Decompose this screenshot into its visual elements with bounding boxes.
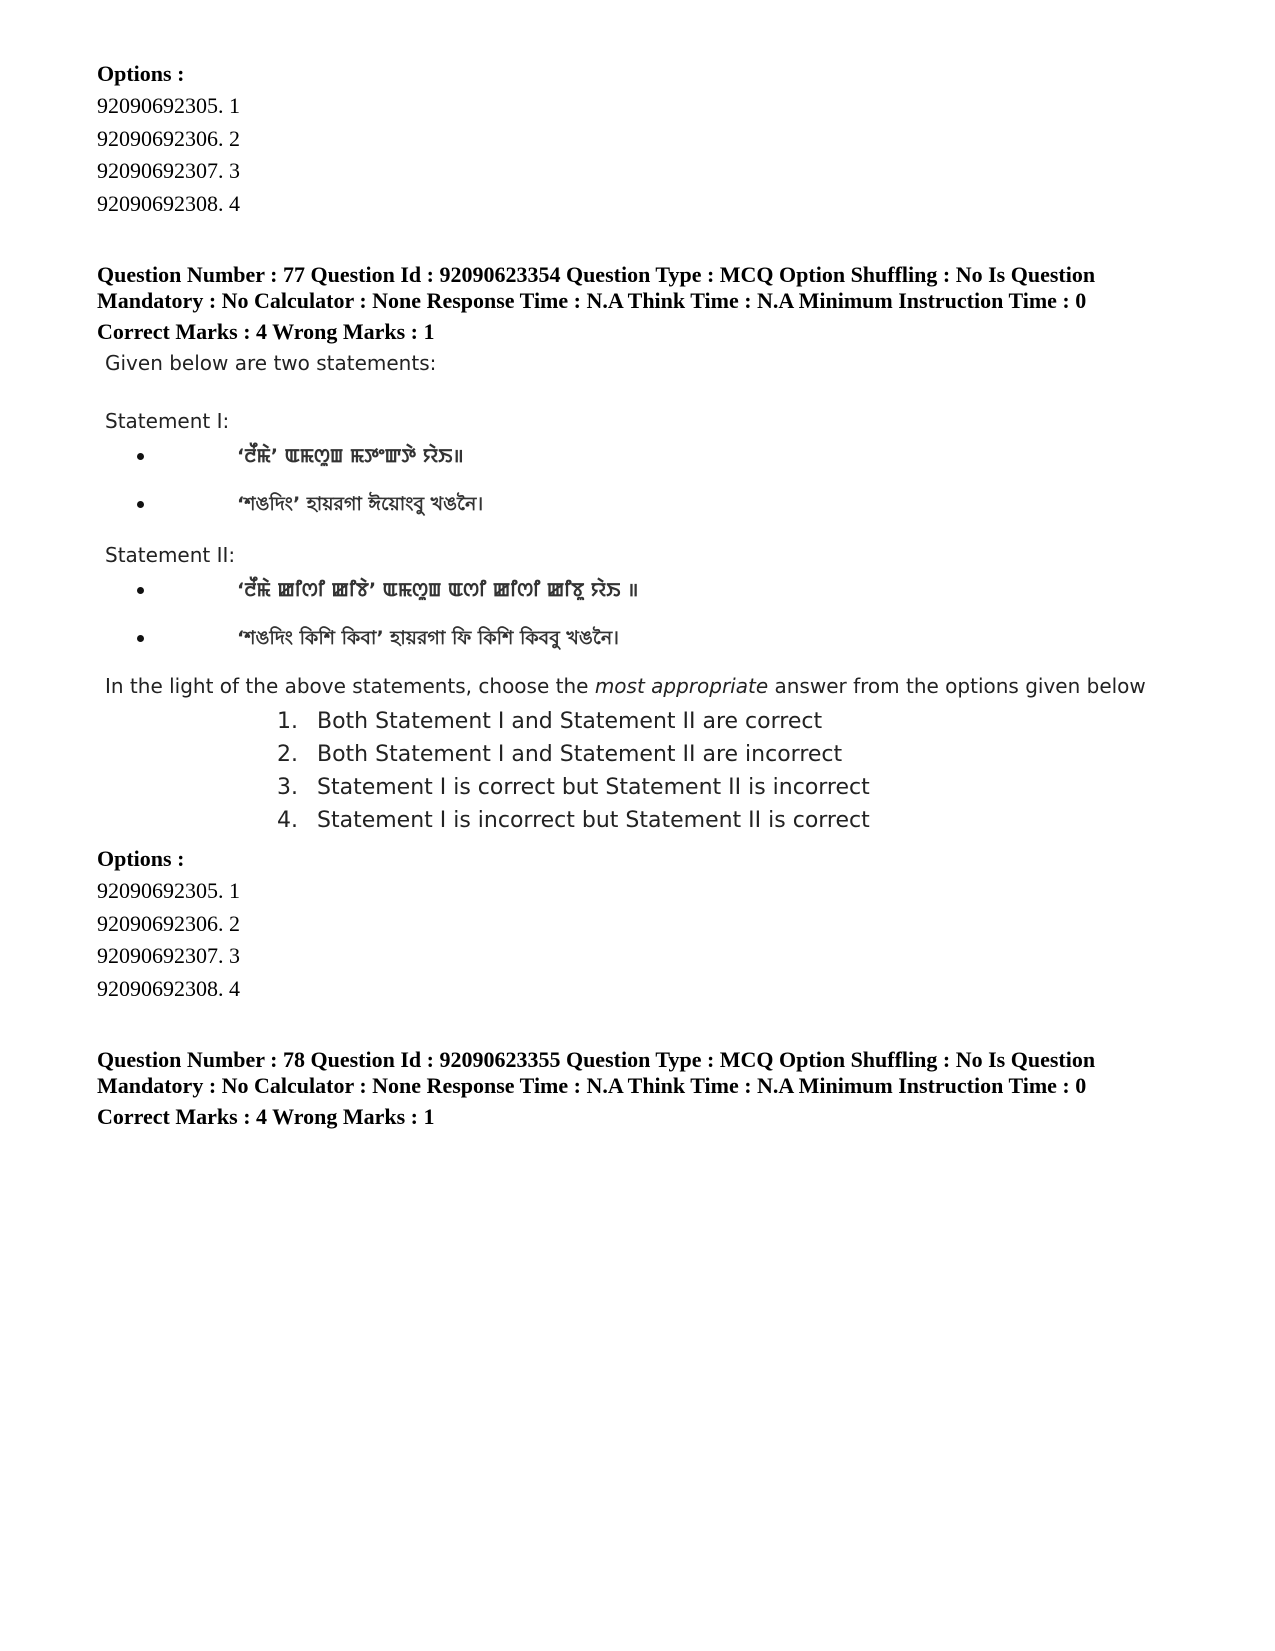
option-line: 92090692308. 4 xyxy=(97,975,240,1001)
options-title: Options : xyxy=(97,61,185,86)
options-title: Options : xyxy=(97,846,185,871)
question-header xyxy=(97,1047,1197,1130)
document-page xyxy=(97,58,1197,1130)
question-meta-line: Question Number : 77 Question Id : 92090623354 Question Type : MCQ Option Shuffling : No Is Question xyxy=(97,262,1096,287)
answer-choice xyxy=(277,738,1197,771)
instruction-text: In the light of the above statements, choose the xyxy=(105,674,595,698)
question-77 xyxy=(97,262,1197,1005)
question-meta-line: Mandatory : No Calculator : None Response Time : N.A Think Time : N.A Minimum Instruction Time : 0 xyxy=(97,288,1087,313)
option-line: 92090692308. 4 xyxy=(97,190,240,216)
statement-1-label: Statement I: xyxy=(105,409,230,433)
instruction-text: answer from the options given below xyxy=(768,674,1146,698)
question-meta-line: Mandatory : No Calculator : None Response Time : N.A Think Time : N.A Minimum Instruction Time : 0 xyxy=(97,1073,1087,1098)
question-marks: Correct Marks : 4 Wrong Marks : 1 xyxy=(97,319,435,344)
statement-2-item: ‘ꯂꯩꯃꯥ ꯀꯤꯁꯤ ꯀꯤꯕꯥ’ ꯑꯃꯁꯨꯡ ꯑꯁꯤ ꯀꯤꯁꯤ ꯀꯤꯕꯨ ꯌꯥꯏ ॥ xyxy=(237,577,1197,603)
question-header xyxy=(97,262,1197,345)
instruction-emphasis: most appropriate xyxy=(594,674,769,698)
option-line: 92090692305. 1 xyxy=(97,878,240,903)
option-line: 92090692307. 3 xyxy=(97,943,240,968)
choice-number: 2. xyxy=(277,742,298,767)
option-line: 92090692307. 3 xyxy=(97,158,240,183)
choice-text: Both Statement I and Statement II are correct xyxy=(317,709,823,734)
question-body xyxy=(97,351,1197,837)
statement-2-item: ‘শঙদিং কিশি কিবা’ হায়রগা ফি কিশি কিববু খঙনৈ। xyxy=(237,625,1197,651)
choice-number: 4. xyxy=(277,808,298,833)
statement-1-item: ‘শঙদিং’ হায়রগা ঈয়োংবু খঙনৈ। xyxy=(237,491,1197,517)
answer-choices xyxy=(97,705,1197,837)
question-intro: Given below are two statements: xyxy=(105,351,437,375)
question-instruction xyxy=(105,673,1197,699)
option-line: 92090692306. 2 xyxy=(97,910,240,936)
choice-number: 1. xyxy=(277,709,298,734)
choice-number: 3. xyxy=(277,775,298,800)
question-marks: Correct Marks : 4 Wrong Marks : 1 xyxy=(97,1104,435,1129)
statement-1-list xyxy=(97,443,1197,517)
choice-text: Both Statement I and Statement II are incorrect xyxy=(317,742,843,767)
question-78 xyxy=(97,1047,1197,1130)
answer-choice xyxy=(277,705,1197,738)
answer-choice xyxy=(277,771,1197,804)
statement-2-label: Statement II: xyxy=(105,543,236,567)
choice-text: Statement I is correct but Statement II is incorrect xyxy=(317,775,870,800)
answer-choice xyxy=(277,804,1197,837)
question-77-options xyxy=(97,843,1197,1005)
option-line: 92090692305. 1 xyxy=(97,93,240,118)
option-line: 92090692306. 2 xyxy=(97,125,240,151)
statement-2-list xyxy=(97,577,1197,651)
question-meta-line: Question Number : 78 Question Id : 92090623355 Question Type : MCQ Option Shuffling : No Is Question xyxy=(97,1047,1096,1072)
choice-text: Statement I is incorrect but Statement II is correct xyxy=(317,808,870,833)
statement-1-item: ‘ꯂꯩꯃꯥ’ ꯑꯃꯁꯨꯡ ꯃꯇꯦꯛꯇꯥ ꯌꯥꯏ॥ xyxy=(237,443,1197,469)
top-options xyxy=(97,58,1197,220)
